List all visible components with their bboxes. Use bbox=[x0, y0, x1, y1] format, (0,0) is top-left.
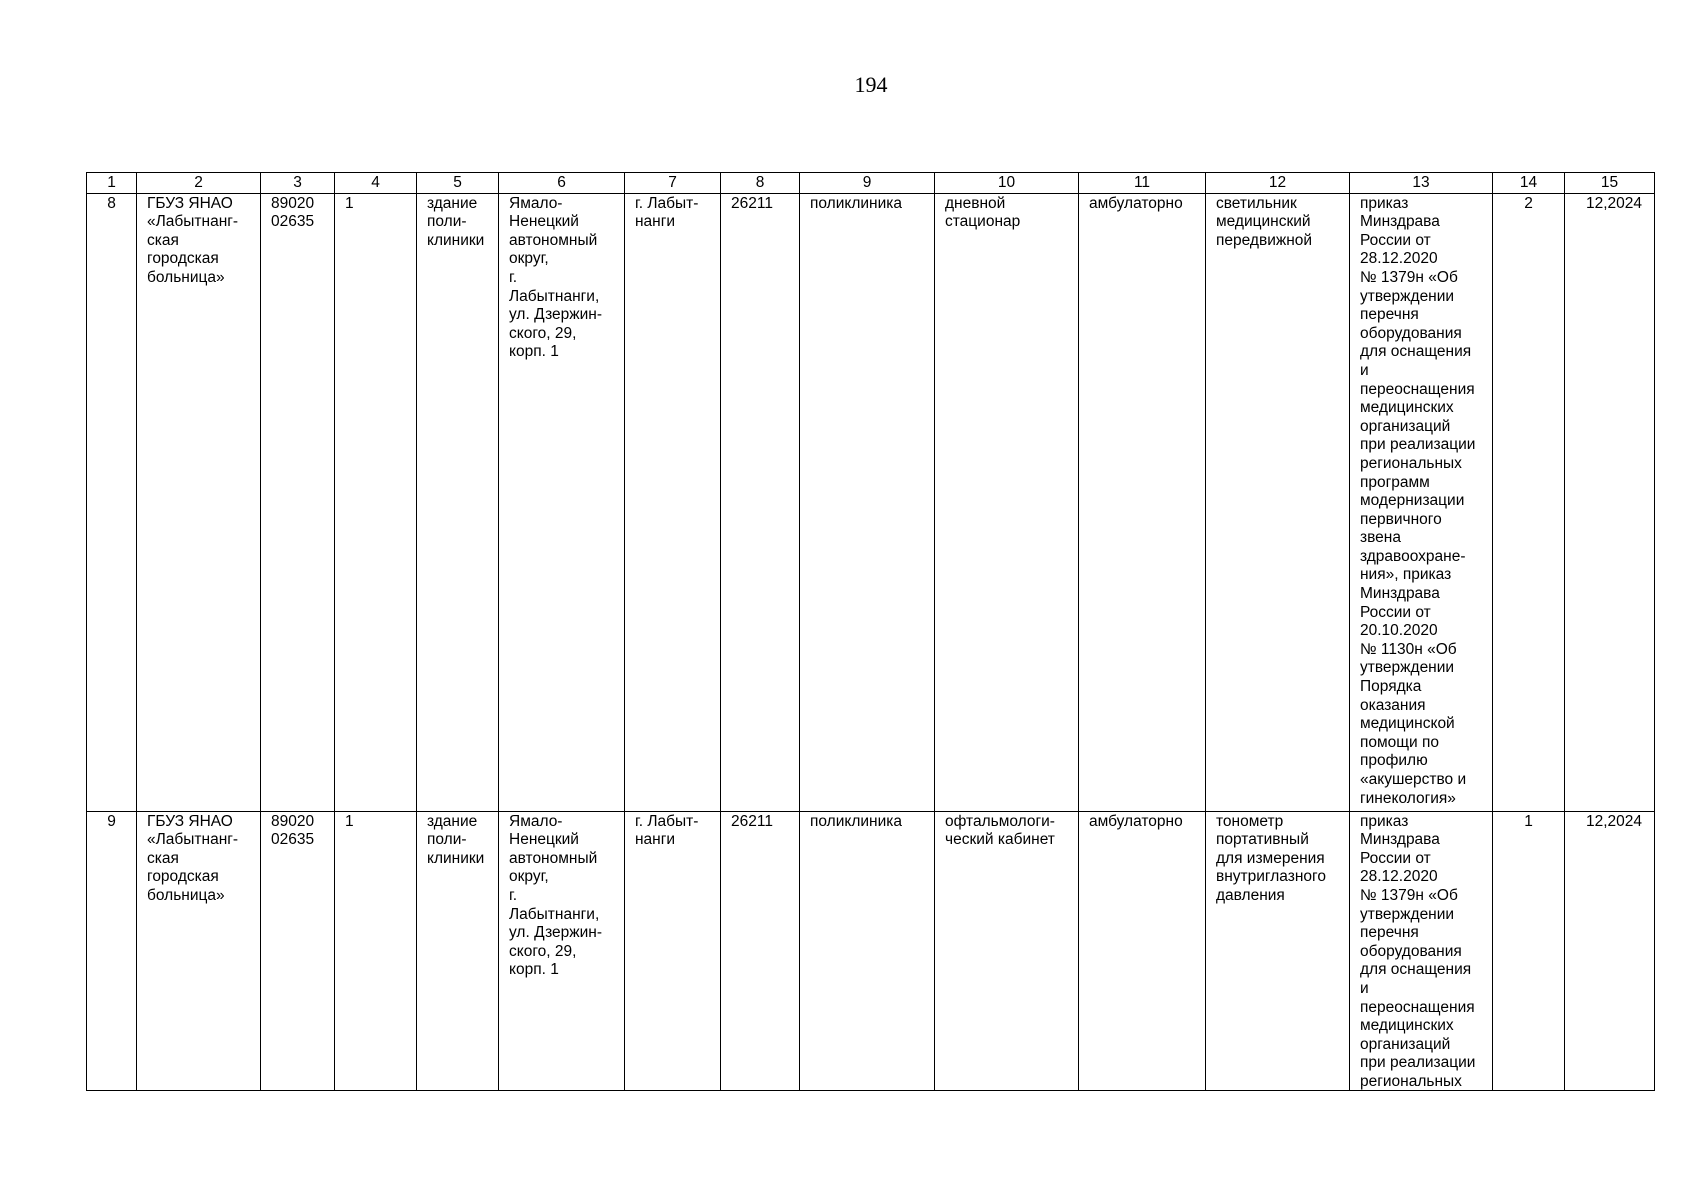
cell-text: офтальмологи- ческий кабинет bbox=[945, 812, 1055, 849]
cell-text: ГБУЗ ЯНАО «Лабытнанг- ская городская больница» bbox=[147, 194, 239, 286]
column-header: 9 bbox=[800, 173, 935, 194]
address-cell bbox=[499, 811, 625, 1090]
column-header: 1 bbox=[87, 173, 137, 194]
cell-text: Ямало- Ненецкий автономный округ, г. Лабытнанги, ул. Дзержин- ского, 29, корп. 1 bbox=[509, 194, 602, 361]
code-cell bbox=[261, 811, 335, 1090]
page-number: 194 bbox=[854, 72, 888, 97]
column-header: 3 bbox=[261, 173, 335, 194]
column-header: 11 bbox=[1079, 173, 1206, 194]
care-condition-cell bbox=[1079, 811, 1206, 1090]
cell-text: 89020 02635 bbox=[271, 194, 315, 231]
organization-cell bbox=[137, 193, 261, 811]
building-cell bbox=[417, 193, 499, 811]
locality-code-cell bbox=[721, 811, 800, 1090]
cell-text: амбулаторно bbox=[1089, 812, 1183, 830]
code-cell bbox=[261, 193, 335, 811]
cell-text: приказ Минздрава России от 28.12.2020 № 1379н «Об утверждении перечня оборудования для оснащения и переоснащения медицинских организаций при реализации региональных bbox=[1360, 812, 1476, 1090]
column-header: 6 bbox=[499, 173, 625, 194]
column-header: 13 bbox=[1350, 173, 1493, 194]
address-cell bbox=[499, 193, 625, 811]
column-header: 15 bbox=[1565, 173, 1655, 194]
cell-text: 12,2024 bbox=[1585, 194, 1642, 212]
column-header: 8 bbox=[721, 173, 800, 194]
cell-text: 2 bbox=[1524, 194, 1533, 212]
cell-text: дневной стационар bbox=[945, 194, 1021, 231]
cell-text: светильник медицинский передвижной bbox=[1216, 194, 1313, 249]
quantity-cell bbox=[1493, 193, 1565, 811]
cell-text: 1 bbox=[1524, 812, 1533, 830]
cell-text: поликлиника bbox=[810, 812, 902, 830]
cell-text: ГБУЗ ЯНАО «Лабытнанг- ская городская больница» bbox=[147, 812, 239, 904]
cell-text: 8 bbox=[107, 194, 116, 212]
column-header: 7 bbox=[625, 173, 721, 194]
count-cell bbox=[335, 811, 417, 1090]
cell-text: здание поли- клиники bbox=[427, 812, 485, 867]
cell-text: здание поли- клиники bbox=[427, 194, 485, 249]
date-cell bbox=[1565, 811, 1655, 1090]
locality-cell bbox=[625, 193, 721, 811]
quantity-cell bbox=[1493, 811, 1565, 1090]
equipment-table bbox=[86, 172, 1655, 1091]
organization-cell bbox=[137, 811, 261, 1090]
cell-text: амбулаторно bbox=[1089, 194, 1183, 212]
unit-type-cell bbox=[800, 811, 935, 1090]
column-header: 2 bbox=[137, 173, 261, 194]
cell-text: 1 bbox=[345, 812, 354, 830]
cell-text: поликлиника bbox=[810, 194, 902, 212]
care-condition-cell bbox=[1079, 193, 1206, 811]
cell-text: 1 bbox=[345, 194, 354, 212]
table-row bbox=[87, 811, 1655, 1090]
table-row bbox=[87, 193, 1655, 811]
column-header: 12 bbox=[1206, 173, 1350, 194]
locality-cell bbox=[625, 811, 721, 1090]
date-cell bbox=[1565, 193, 1655, 811]
column-header: 10 bbox=[935, 173, 1079, 194]
header-row bbox=[87, 173, 1655, 194]
cell-text: 9 bbox=[107, 812, 116, 830]
cell-text: г. Лабыт- нанги bbox=[635, 812, 699, 849]
unit-type-cell bbox=[800, 193, 935, 811]
cell-text: 26211 bbox=[731, 812, 773, 830]
cell-text: тонометр портативный для измерения внутриглазного давления bbox=[1216, 812, 1326, 904]
department-cell bbox=[935, 193, 1079, 811]
cell-text: приказ Минздрава России от 28.12.2020 № 1379н «Об утверждении перечня оборудования для оснащения и переоснащения медицинских организаций при реализации региональных программ модернизации первичного звена здравоохране- ния», приказ Минздрава России от 20.10.2020 № 1130н «Об утверждении Порядка оказания медицинской помощи по профилю «акушерство и гинекология» bbox=[1360, 194, 1476, 807]
column-header: 14 bbox=[1493, 173, 1565, 194]
locality-code-cell bbox=[721, 193, 800, 811]
equipment-cell bbox=[1206, 193, 1350, 811]
regulation-cell bbox=[1350, 811, 1493, 1090]
building-cell bbox=[417, 811, 499, 1090]
column-header: 4 bbox=[335, 173, 417, 194]
cell-text: 12,2024 bbox=[1585, 812, 1642, 830]
cell-text: г. Лабыт- нанги bbox=[635, 194, 699, 231]
cell-text: 26211 bbox=[731, 194, 773, 212]
department-cell bbox=[935, 811, 1079, 1090]
equipment-cell bbox=[1206, 811, 1350, 1090]
column-header: 5 bbox=[417, 173, 499, 194]
cell-text: 89020 02635 bbox=[271, 812, 315, 849]
count-cell bbox=[335, 193, 417, 811]
row-number-cell bbox=[87, 193, 137, 811]
cell-text: Ямало- Ненецкий автономный округ, г. Лабытнанги, ул. Дзержин- ского, 29, корп. 1 bbox=[509, 812, 602, 979]
regulation-cell bbox=[1350, 193, 1493, 811]
row-number-cell bbox=[87, 811, 137, 1090]
